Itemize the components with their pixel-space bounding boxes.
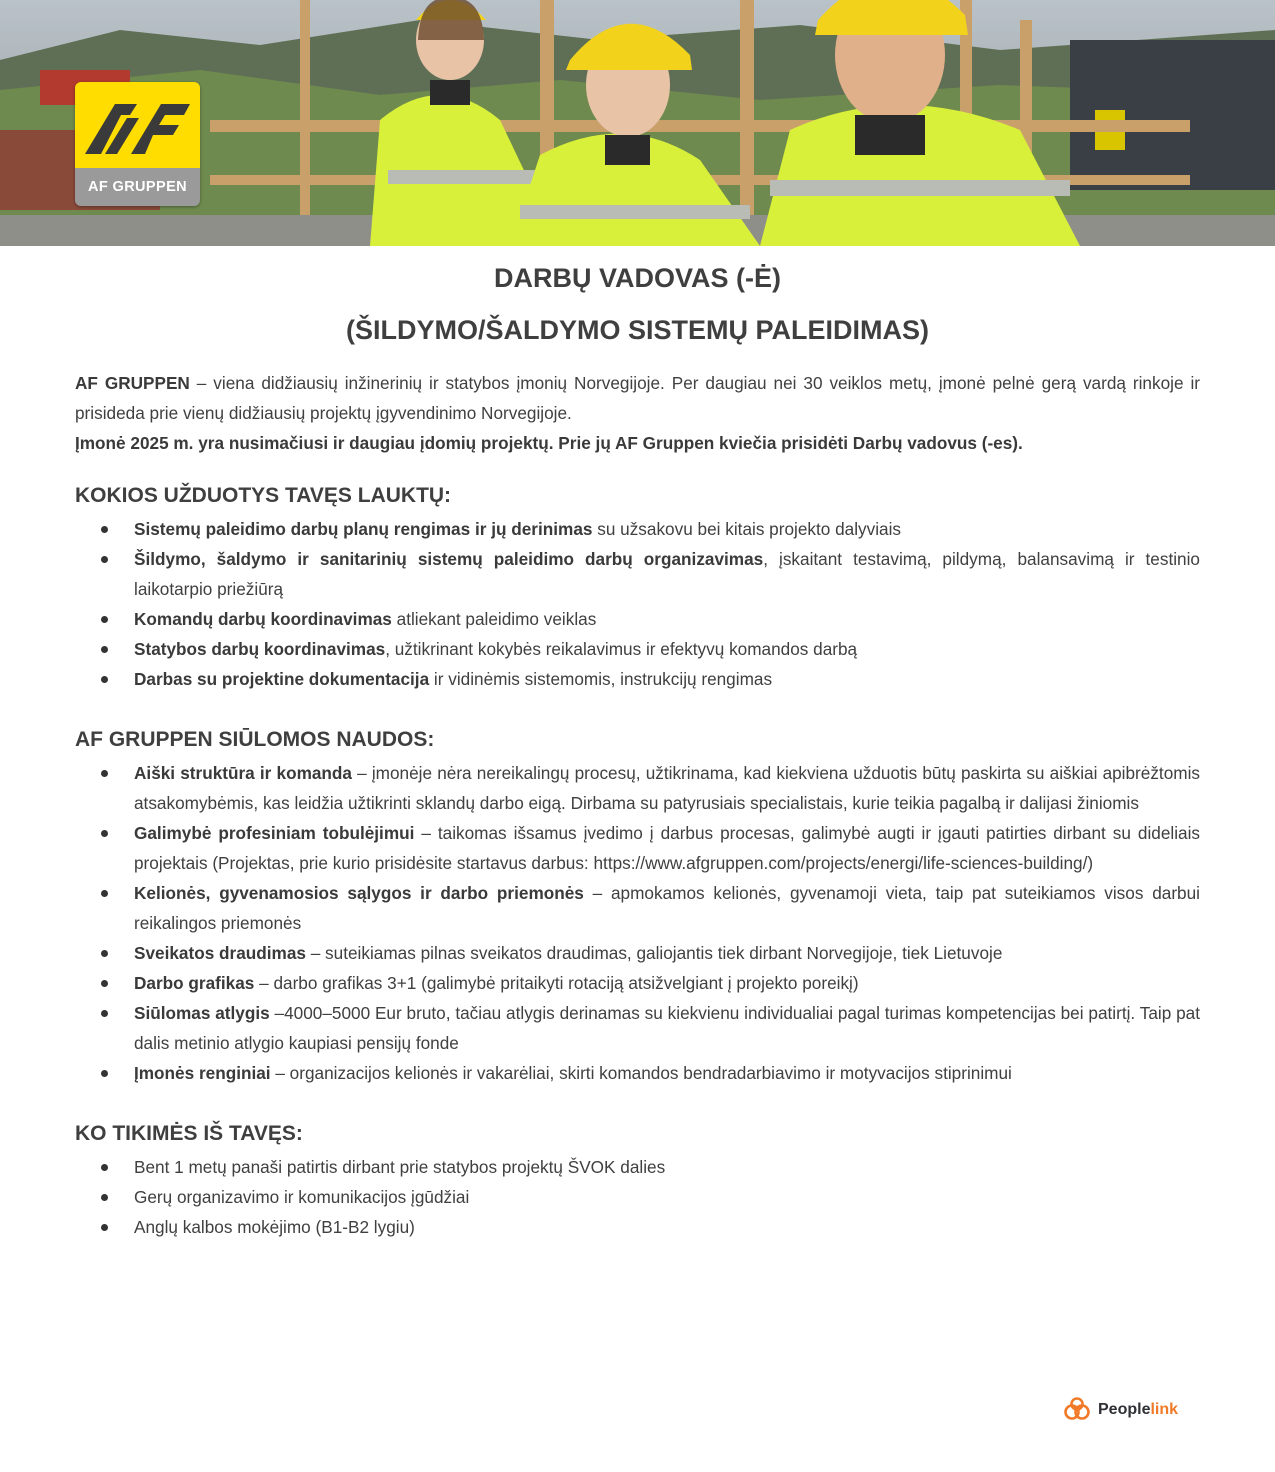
list-item-bold: Siūlomas atlygis: [134, 1003, 270, 1023]
list-item: [134, 818, 1200, 878]
benefits-list: [75, 758, 1200, 1088]
intro-highlight: Įmonė 2025 m. yra nusimačiusi ir daugiau įdomių projektų. Prie jų AF Gruppen kviečia prisidėti Darbų vadovus (-es).: [75, 433, 1023, 453]
benefits-section: [75, 725, 1200, 1088]
requirements-section: [75, 1119, 1200, 1242]
list-item: [134, 664, 1200, 694]
intro-description: – viena didžiausių inžinerinių ir statybos įmonių Norvegijoje. Per daugiau nei 30 veiklos metų, įmonė pelnė gerą vardą rinkoje ir prisideda prie vienų didžiausių projektų įgyvendinimo Norvegijoje.: [75, 373, 1201, 423]
peoplelink-brand: [1062, 1395, 1178, 1425]
list-item: [134, 514, 1200, 544]
list-item-text: – suteikiamas pilnas sveikatos draudimas, galiojantis tiek dirbant Norvegijoje, tiek Lietuvoje: [305, 943, 1003, 963]
page-title: [0, 252, 1275, 356]
list-item: [134, 878, 1200, 938]
list-item-text: , užtikrinant kokybės reikalavimus ir efektyvų komandos darbą: [385, 639, 858, 659]
list-item-bold: Sistemų paleidimo darbų planų rengimas ir jų derinimas: [134, 519, 593, 539]
list-item: [134, 758, 1200, 818]
af-logo-caption-bar: [75, 168, 200, 206]
tasks-list: [75, 514, 1200, 694]
list-item: [134, 1058, 1200, 1088]
list-item-bold: Komandų darbų koordinavimas: [134, 609, 392, 629]
benefits-heading: AF GRUPPEN SIŪLOMOS NAUDOS:: [75, 728, 435, 751]
list-item: [134, 938, 1200, 968]
job-description: [75, 368, 1200, 1242]
list-item-text: – organizacijos kelionės ir vakarėliai, skirti komandos bendradarbiavimo ir motyvacijos stiprinimui: [270, 1063, 1012, 1083]
list-item-bold: Šildymo, šaldymo ir sanitarinių sistemų paleidimo darbų organizavimas: [134, 549, 764, 569]
list-item-bold: Aiški struktūra ir komanda: [134, 763, 352, 783]
list-item: [134, 544, 1200, 604]
list-item-text: – taikomas išsamus įvedimo į darbus procesas, galimybė augti ir įgauti patirties dirbant su dideliais projektais (Projektas, prie kurio prisidėsite startavus darbus: https://www.afgruppen.com/projects/energi/life-sciences-building/): [134, 823, 1200, 873]
list-item: [134, 1182, 1200, 1212]
list-item: [134, 634, 1200, 664]
requirements-heading: KO TIKIMĖS IŠ TAVĘS:: [75, 1122, 303, 1145]
title-line-2: (ŠILDYMO/ŠALDYMO SISTEMŲ PALEIDIMAS): [345, 315, 929, 345]
list-item-text: su užsakovu bei kitais projekto dalyviais: [592, 519, 902, 539]
list-item: [134, 998, 1200, 1058]
list-item-bold: Sveikatos draudimas: [134, 943, 306, 963]
af-logo-caption: AF GRUPPEN: [87, 179, 188, 195]
hero-banner: [0, 0, 1275, 246]
list-item: [134, 968, 1200, 998]
requirements-list: [75, 1152, 1200, 1242]
tasks-section: [75, 481, 1200, 694]
list-item: [134, 604, 1200, 634]
list-item: [134, 1212, 1200, 1242]
list-item-text: Gerų organizavimo ir komunikacijos įgūdžiai: [134, 1187, 470, 1207]
list-item-bold: Statybos darbų koordinavimas: [134, 639, 386, 659]
af-gruppen-logo: [75, 82, 200, 206]
list-item-text: atliekant paleidimo veiklas: [391, 609, 597, 629]
intro-paragraph: [75, 368, 1200, 428]
peoplelink-logo-icon: [1062, 1396, 1092, 1424]
peoplelink-wordmark: Peoplelink: [1098, 1401, 1179, 1418]
af-logo-mark: [75, 82, 200, 168]
list-item-text: Anglų kalbos mokėjimo (B1-B2 lygiu): [134, 1217, 415, 1237]
list-item-text: ir vidinėmis sistemomis, instrukcijų rengimas: [429, 669, 773, 689]
intro-company: AF GRUPPEN: [75, 373, 190, 393]
intro-section: [75, 368, 1200, 458]
list-item-text: Bent 1 metų panaši patirtis dirbant prie statybos projektų ŠVOK dalies: [134, 1157, 666, 1177]
list-item-text: – apmokamos kelionės, gyvenamoji vieta, taip pat suteikiamos visos darbui reikalingos priemonės: [134, 883, 1200, 933]
list-item-bold: Galimybė profesiniam tobulėjimui: [134, 823, 415, 843]
list-item-text: –4000–5000 Eur bruto, tačiau atlygis derinamas su kiekvienu individualiai pagal turimas kompetencijas bei patirtį. Taip pat dalis metinio atlygio kaupiasi pensijų fonde: [134, 1003, 1200, 1053]
list-item-bold: Darbas su projektine dokumentacija: [134, 669, 430, 689]
title-line-1: DARBŲ VADOVAS (-Ė): [494, 263, 781, 293]
list-item-text: – darbo grafikas 3+1 (galimybė pritaikyti rotaciją atsižvelgiant į projekto poreikį): [254, 973, 859, 993]
list-item-bold: Kelionės, gyvenamosios sąlygos ir darbo priemonės: [134, 883, 584, 903]
list-item-text: – įmonėje nėra nereikalingų procesų, užtikrinama, kad kiekviena užduotis būtų paskirta su aiškiai apibrėžtomis atsakomybėmis, kas leidžia užtikrinti sklandų darbo eigą. Dirbama su patyrusiais specialistais, kurie teikia pagalbą ir dalijasi žiniomis: [134, 763, 1200, 813]
list-item: [134, 1152, 1200, 1182]
list-item-bold: Darbo grafikas: [134, 973, 255, 993]
list-item-bold: Įmonės renginiai: [134, 1063, 271, 1083]
tasks-heading: KOKIOS UŽDUOTYS TAVĘS LAUKTŲ:: [75, 484, 452, 507]
list-item-text: , įskaitant testavimą, pildymą, balansavimą ir testinio laikotarpio priežiūrą: [134, 549, 1200, 599]
